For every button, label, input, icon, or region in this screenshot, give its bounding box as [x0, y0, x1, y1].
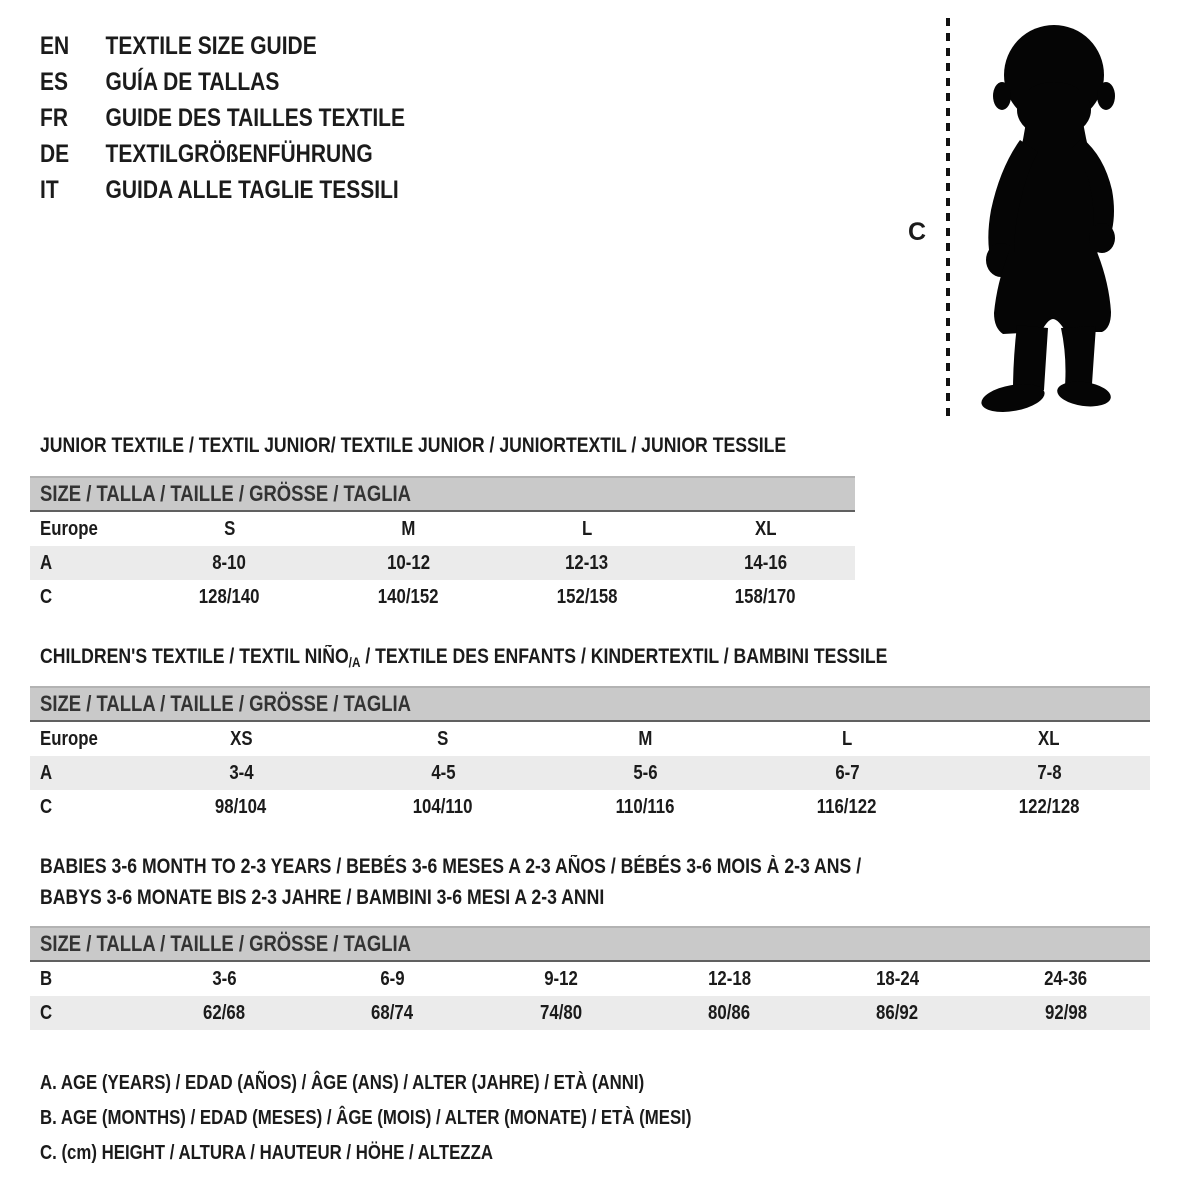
age-value: 24-36 — [1044, 967, 1088, 990]
children-title-text: CHILDREN'S TEXTILE / TEXTIL NIÑO — [40, 645, 349, 668]
age-value: 5-6 — [632, 761, 658, 784]
language-code: ES — [40, 68, 69, 96]
height-value: 104/110 — [413, 795, 473, 818]
height-value: 116/122 — [817, 795, 877, 818]
age-value: 3-4 — [228, 761, 254, 784]
height-row — [30, 996, 1150, 1030]
age-value: 6-7 — [834, 761, 860, 784]
guide-title: TEXTILE SIZE GUIDE — [105, 32, 317, 60]
measure-legend — [40, 1066, 816, 1171]
age-value: 10-12 — [386, 551, 430, 574]
children-section-title — [40, 644, 1049, 675]
language-title-list — [40, 28, 475, 208]
language-code: EN — [40, 32, 70, 60]
height-value: 62/68 — [203, 1001, 246, 1024]
language-title-row — [40, 136, 475, 172]
height-row — [30, 580, 855, 614]
height-row — [30, 790, 1150, 824]
language-code: IT — [40, 176, 59, 204]
height-measure-line — [946, 18, 950, 420]
row-label: B — [40, 967, 53, 990]
row-label: C — [40, 1001, 53, 1024]
language-code: FR — [40, 104, 68, 132]
baby-silhouette-icon — [960, 20, 1145, 420]
guide-title: TEXTILGRÖßENFÜHRUNG — [105, 140, 373, 168]
height-value: 80/86 — [708, 1001, 751, 1024]
junior-size-table — [30, 476, 855, 614]
height-value: 68/74 — [371, 1001, 414, 1024]
height-value: 122/128 — [1018, 795, 1080, 818]
size-column-header: L — [841, 727, 853, 750]
age-years-row — [30, 546, 855, 580]
size-column-header: XS — [229, 727, 253, 750]
height-value: 98/104 — [215, 795, 267, 818]
region-label: Europe — [40, 517, 98, 540]
children-title-subscript: /A — [348, 654, 361, 670]
size-header-bar: SIZE / TALLA / TAILLE / GRÖSSE / TAGLIA — [30, 926, 1150, 962]
row-label: C — [40, 795, 53, 818]
age-value: 12-18 — [707, 967, 751, 990]
age-value: 18-24 — [875, 967, 919, 990]
babies-section-title — [40, 851, 1018, 913]
age-months-row — [30, 962, 1150, 996]
babies-title-line2: BABYS 3-6 MONATE BIS 2-3 JAHRE / BAMBINI 3-6 MESI A 2-3 ANNI — [40, 886, 605, 909]
language-title-row — [40, 100, 475, 136]
language-title-row — [40, 172, 475, 208]
children-title-text: / TEXTILE DES ENFANTS / KINDERTEXTIL / BAMBINI TESSILE — [360, 645, 888, 668]
size-header-bar: SIZE / TALLA / TAILLE / GRÖSSE / TAGLIA — [30, 476, 855, 512]
baby-figure — [900, 8, 1170, 428]
row-label: C — [40, 585, 53, 608]
height-value: 86/92 — [876, 1001, 919, 1024]
size-column-header: XL — [1038, 727, 1060, 750]
age-value: 14-16 — [744, 551, 788, 574]
row-label: A — [40, 761, 53, 784]
measure-label-c: C — [908, 218, 927, 246]
language-title-row — [40, 64, 475, 100]
age-value: 4-5 — [430, 761, 456, 784]
column-header-row — [30, 512, 855, 546]
guide-title: GUIDA ALLE TAGLIE TESSILI — [105, 176, 399, 204]
legend-height: C. (cm) HEIGHT / ALTURA / HAUTEUR / HÖHE / ALTEZZA — [40, 1142, 493, 1164]
row-label: A — [40, 551, 53, 574]
age-value: 9-12 — [543, 967, 578, 990]
size-column-header: M — [401, 517, 416, 540]
height-value: 110/116 — [615, 795, 675, 818]
age-value: 3-6 — [212, 967, 237, 990]
children-size-table — [30, 686, 1150, 824]
legend-age-years: A. AGE (YEARS) / EDAD (AÑOS) / ÂGE (ANS) / ALTER (JAHRE) / ETÀ (ANNI) — [40, 1072, 645, 1094]
language-title-row — [40, 28, 475, 64]
guide-title: GUIDE DES TAILLES TEXTILE — [105, 104, 405, 132]
height-value: 140/152 — [377, 585, 439, 608]
age-value: 8-10 — [212, 551, 247, 574]
column-header-row — [30, 722, 1150, 756]
region-label: Europe — [40, 727, 98, 750]
babies-title-line1: BABIES 3-6 MONTH TO 2-3 YEARS / BEBÉS 3-6 MESES A 2-3 AÑOS / BÉBÉS 3-6 MOIS À 2-3 ANS / — [40, 855, 862, 878]
age-value: 12-13 — [565, 551, 609, 574]
height-value: 92/98 — [1044, 1001, 1087, 1024]
language-code: DE — [40, 140, 70, 168]
age-value: 6-9 — [380, 967, 405, 990]
guide-title: GUÍA DE TALLAS — [105, 68, 280, 96]
size-header-bar: SIZE / TALLA / TAILLE / GRÖSSE / TAGLIA — [30, 686, 1150, 722]
size-column-header: S — [437, 727, 449, 750]
legend-age-months: B. AGE (MONTHS) / EDAD (MESES) / ÂGE (MOIS) / ALTER (MONATE) / ETÀ (MESI) — [40, 1107, 692, 1129]
height-value: 158/170 — [735, 585, 796, 608]
size-column-header: L — [581, 517, 593, 540]
size-column-header: M — [637, 727, 652, 750]
junior-section-title: JUNIOR TEXTILE / TEXTIL JUNIOR/ TEXTILE JUNIOR / JUNIORTEXTIL / JUNIOR TESSILE — [40, 434, 787, 457]
age-value: 7-8 — [1036, 761, 1062, 784]
height-value: 74/80 — [539, 1001, 582, 1024]
age-years-row — [30, 756, 1150, 790]
size-column-header: S — [223, 517, 235, 540]
height-value: 152/158 — [556, 585, 618, 608]
size-column-header: XL — [754, 517, 777, 540]
height-value: 128/140 — [199, 585, 260, 608]
babies-size-table — [30, 926, 1150, 1030]
